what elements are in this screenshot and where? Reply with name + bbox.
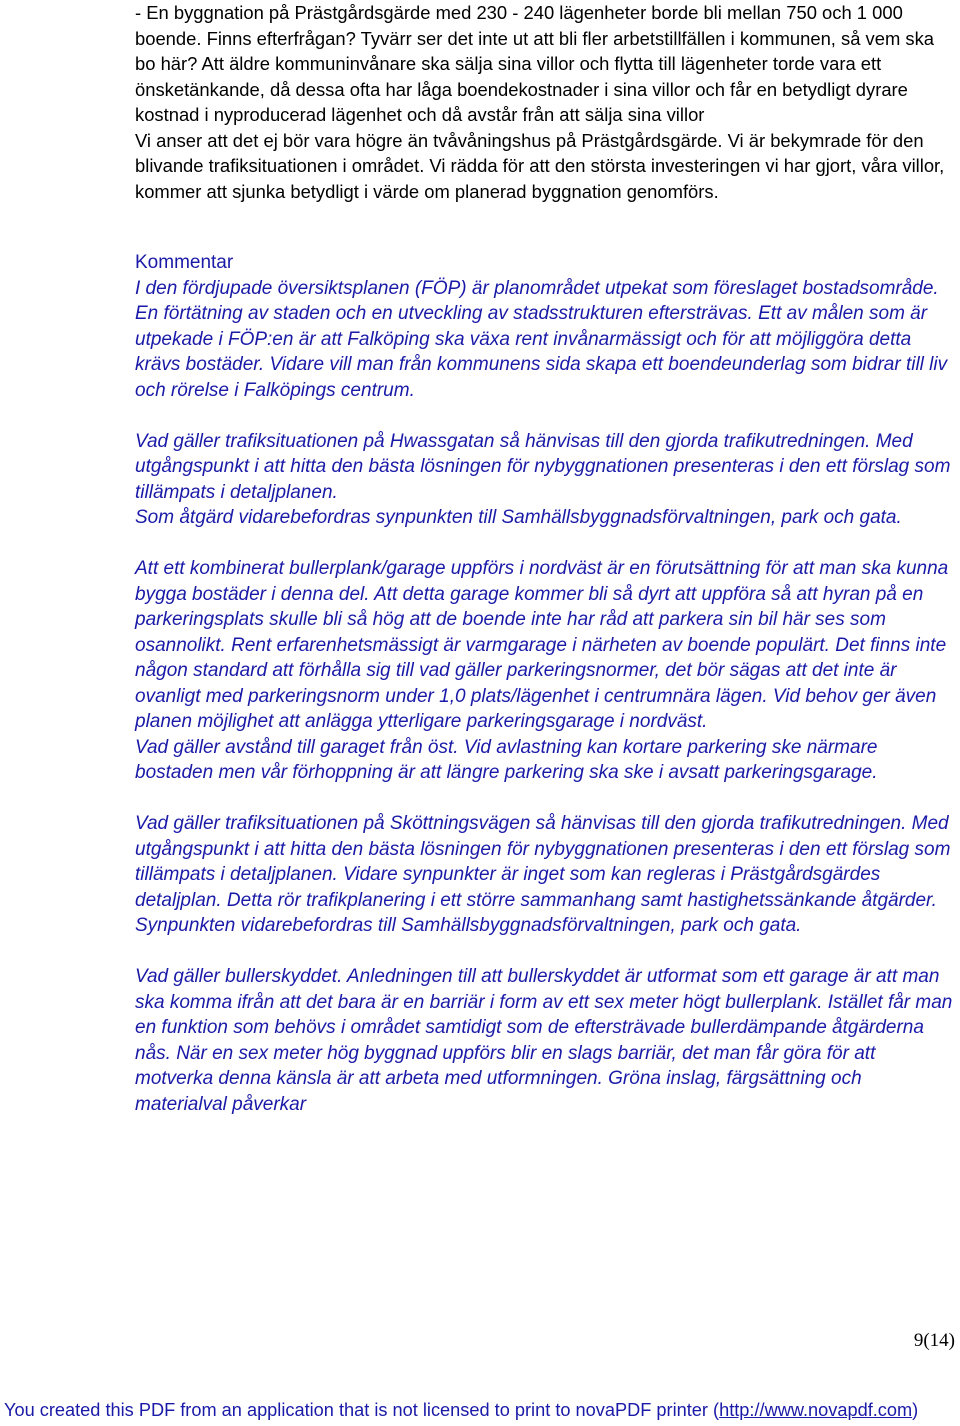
footer-link[interactable]: http://www.novapdf.com bbox=[719, 1400, 913, 1420]
footer-text-end: ) bbox=[912, 1400, 919, 1420]
comment-block bbox=[135, 556, 957, 786]
comment-paragraph: Vad gäller bullerskyddet. Anledningen till att bullerskyddet är utformat som ett garage är att man ska komma ifrån att det bara är en barriär i form av ett sex meter högt bullerplank. Istället får man en funktion som behövs i området samtidigt som de eftersträvade bullerdämpande åtgärderna nås. När en sex meter hög byggnad uppförs blir en slags barriär, det man får göra för att motverka denna känsla är att arbeta med utformningen. Gröna inslag, färgsättning och materialval påverkar bbox=[135, 966, 953, 1115]
page-number: 9(14) bbox=[913, 1330, 955, 1351]
document-page bbox=[135, 0, 957, 1117]
comment-paragraph: Som åtgärd vidarebefordras synpunkten till Samhällsbyggnadsförvaltningen, park och gata. bbox=[135, 507, 902, 528]
opinion-text bbox=[135, 0, 957, 204]
opinion-paragraph: - En byggnation på Prästgårdsgärde med 230 - 240 lägenheter borde bli mellan 750 och 1 000 boende. Finns efterfrågan? Tyvärr ser det inte ut att bli fler arbetstillfällen i kommunen, så vem ska bo här? Att äldre kommuninvånare ska sälja sina villor och flytta till lägenheter torde vara ett önsketänkande, då dessa ofta har låga boendekostnader i sina villor och får en betydligt dyrare kostnad i nyproducerad lägenhet och då avstår från att sälja sina villor bbox=[135, 2, 935, 125]
comment-paragraph: Vad gäller trafiksituationen på Sköttningsvägen så hänvisas till den gjorda trafikutredningen. Med utgångspunkt i att hitta den bästa lösningen för nybyggnationen presenteras i den ett förslag som tillämpats i detaljplanen. Vidare synpunkter är inget som kan regleras i Prästgårdsgärdes detaljplan. Detta rör trafikplanering i ett större sammanhang samt hastighetssänkande åtgärder. Synpunkten vidarebefordras till Samhällsbyggnadsförvaltningen, park och gata. bbox=[135, 813, 951, 936]
opinion-paragraph: Vi anser att det ej bör vara högre än tvåvåningshus på Prästgårdsgärde. Vi är bekymrade för den blivande trafiksituationen i området. Vi rädda för att den största investeringen vi har gjort, våra villor, kommer att sjunka betydligt i värde om planerad byggnation genomförs. bbox=[135, 129, 945, 202]
comment-heading: Kommentar bbox=[135, 252, 234, 273]
comment-paragraph: Vad gäller avstånd till garaget från öst. Vid avlastning kan kortare parkering ske närmare bostaden men vår förhoppning är att längre parkering ska ske i avsatt parkeringsgarage. bbox=[135, 736, 878, 783]
pdf-footer bbox=[4, 1400, 918, 1421]
comment-block bbox=[135, 811, 957, 939]
comment-section bbox=[135, 250, 957, 1117]
comment-block bbox=[135, 964, 957, 1117]
comment-paragraph: I den fördjupade översiktsplanen (FÖP) är planområdet utpekat som föreslaget bostadsområde. En förtätning av staden och en utveckling av stadsstrukturen eftersträvas. Ett av målen som är utpekade i FÖP:en är att Falköping ska växa rent invånarmässigt och för att möjliggöra detta krävs bostäder. Vidare vill man från kommunens sida skapa ett boendeunderlag som bidrar till liv och rörelse i Falköpings centrum. bbox=[135, 277, 948, 401]
comment-block bbox=[135, 429, 957, 531]
comment-paragraph: Att ett kombinerat bullerplank/garage uppförs i nordväst är en förutsättning för att man ska kunna bygga bostäder i denna del. Att detta garage kommer bli så dyrt att uppföra så att hyran på en parkeringsplats skulle bli så hög att de boende inte har råd att parkera sin bil här ses som osannolikt. Rent erfarenhetsmässigt är varmgarage i närheten av boende populärt. Det finns inte någon standard att förhålla sig till vad gäller parkeringsnormer, det bör sägas att det inte är ovanligt med parkeringsnorm under 1,0 plats/lägenhet i centrumnära lägen. Vid behov ger även planen möjlighet att anlägga ytterligare parkeringsgarage i nordväst. bbox=[135, 558, 949, 732]
footer-text: You created this PDF from an application that is not licensed to print to novaPDF printer ( bbox=[4, 1400, 720, 1420]
comment-paragraph: Vad gäller trafiksituationen på Hwassgatan så hänvisas till den gjorda trafikutredningen. Med utgångspunkt i att hitta den bästa lösningen för nybyggnationen presenteras i den ett förslag som tillämpats i detaljplanen. bbox=[135, 430, 951, 503]
